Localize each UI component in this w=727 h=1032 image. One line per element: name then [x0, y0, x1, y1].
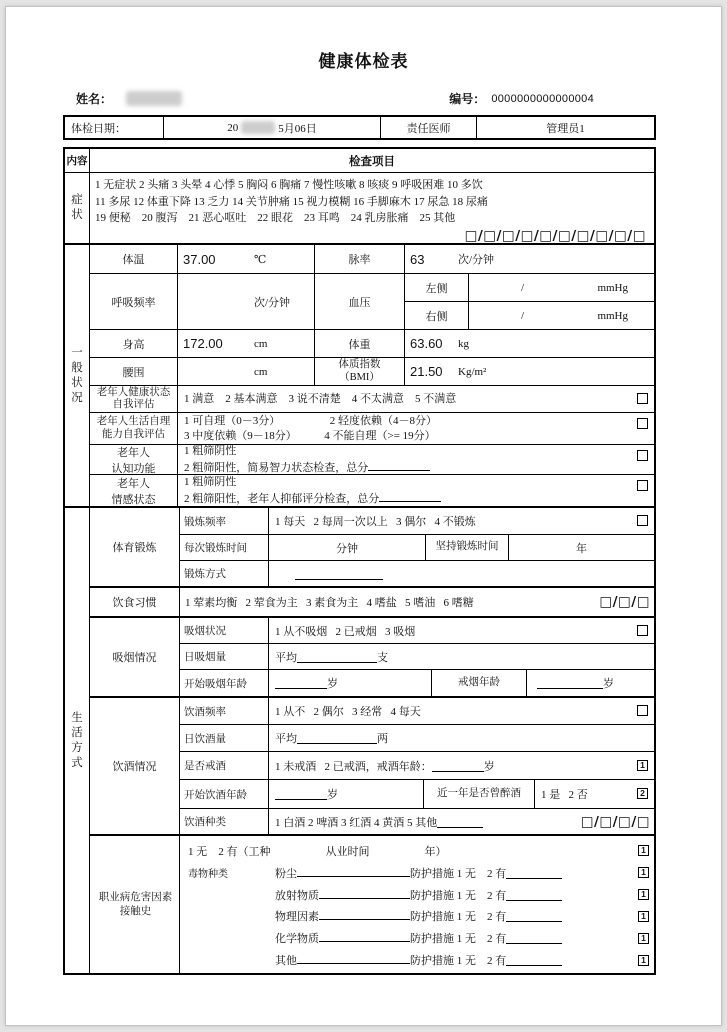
exercise-mode-label: 锻炼方式 [184, 569, 226, 580]
row-exercise-freq [180, 508, 654, 534]
temp-label: 体温 [122, 254, 145, 266]
table-header-row [65, 149, 654, 172]
exercise-duration-label: 每次锻炼时间 [184, 543, 247, 554]
row-alcohol-types [180, 808, 654, 834]
hazard-row-dust [180, 862, 654, 884]
row-temp-pulse [90, 245, 654, 273]
section-general [65, 243, 654, 506]
elderly-cognition-label2: 认知功能 [111, 462, 156, 475]
hazard-name-blank [297, 952, 410, 964]
weight-value: 63.60 [410, 336, 443, 351]
elderly-health-checkbox [637, 393, 648, 404]
column-header-items: 检查项目 [349, 155, 395, 168]
occupational-label-line1: 职业病危害因素 [98, 891, 173, 903]
waist-label: 腰围 [122, 366, 145, 379]
hazard-name: 化学物质 [275, 933, 319, 946]
diet-checkbox-group: □/□/□ [599, 594, 650, 610]
height-unit: cm [254, 337, 268, 350]
smoking-label: 吸烟情况 [112, 652, 157, 664]
bp-left-label: 左侧 [425, 282, 448, 295]
bp-right-row [405, 301, 654, 329]
hazard-name: 放射物质 [275, 889, 319, 902]
bp-label: 血压 [314, 274, 404, 329]
bmi-value: 21.50 [410, 364, 443, 379]
elderly-emotion-checkbox [637, 480, 648, 491]
exercise-duration-unit: 分钟 [268, 535, 425, 560]
alcohol-quit-options: 1 未戒酒 2 已戒酒，戒酒年龄： [275, 760, 432, 773]
hazard-name-blank [319, 908, 410, 920]
occupational-head-text: 1 无 2 有（工种 从业时间 年） [188, 845, 447, 858]
row-resp-bp [90, 273, 654, 329]
elderly-health-label1: 老年人健康状态 [96, 386, 171, 398]
smoking-amount-suffix: 支 [377, 651, 388, 664]
hazard-name: 物理因素 [275, 911, 319, 924]
alcohol-start-age-label: 开始饮酒年龄 [184, 789, 247, 801]
row-elderly-emotion [90, 474, 654, 506]
exercise-persist-label: 坚持锻炼时间 [425, 535, 508, 560]
pulse-unit: 次/分钟 [458, 254, 495, 266]
general-section-label: 一般状况 [71, 346, 83, 404]
exercise-persist-unit: 年 [508, 535, 654, 560]
hazard-name-blank [319, 887, 410, 899]
exam-table [63, 147, 656, 975]
number-group [449, 90, 594, 107]
bp-right-value: / [521, 309, 525, 322]
elderly-cognition-line2: 2 粗筛阳性，简易智力状态检查，总分 [184, 461, 369, 474]
smoking-start-age-blank [275, 677, 327, 689]
document-page [5, 6, 722, 1026]
hazard-protection-blank [506, 910, 562, 922]
doctor-label: 责任医师 [380, 117, 476, 138]
alcohol-freq-checkbox [637, 705, 648, 716]
alcohol-types-other-blank [437, 816, 483, 828]
hazard-name-blank [319, 930, 410, 942]
bmi-label-line1: 体质指数 [338, 359, 381, 370]
elderly-selfcare-label2: 能力自我评估 [102, 428, 165, 440]
exam-date-label: 体检日期： [71, 122, 126, 135]
smoking-quit-age-blank [537, 677, 603, 689]
group-occupational [90, 834, 654, 973]
hazard-row-chemical [180, 927, 654, 949]
elderly-cognition-label1: 老年人 [117, 446, 150, 459]
hazard-protection-blank [506, 954, 562, 966]
row-alcohol-quit [180, 751, 654, 779]
row-exercise-duration [180, 534, 654, 560]
alcohol-quit-checkbox: 1 [637, 760, 648, 771]
group-smoking [90, 616, 654, 696]
symptoms-section-label: 症状 [71, 194, 83, 221]
hazard-checkbox: 1 [638, 867, 649, 878]
smoking-start-age-label: 开始吸烟年龄 [184, 678, 247, 690]
smoking-status-options: 1 从不吸烟 2 已戒烟 3 吸烟 [275, 625, 416, 638]
hazard-row-radiation [180, 884, 654, 906]
bp-right-unit: mmHg [597, 309, 628, 322]
doctor-value: 管理员1 [476, 117, 654, 138]
page-title: 健康体检表 [318, 52, 409, 71]
alcohol-types-options: 1 白酒 2 啤酒 3 红酒 4 黄酒 5 其他 [275, 816, 438, 829]
bmi-unit: Kg/m² [458, 365, 487, 378]
row-smoking-age [180, 669, 654, 696]
row-alcohol-amount [180, 724, 654, 751]
bp-left-value: / [521, 281, 525, 294]
group-alcohol [90, 696, 654, 834]
row-elderly-cognition [90, 444, 654, 474]
hazard-name-blank [297, 865, 410, 877]
elderly-emotion-label2: 情感状态 [111, 493, 156, 506]
smoking-status-checkbox [637, 625, 648, 636]
number-value: 0000000000000004 [491, 92, 594, 105]
row-diet [90, 586, 654, 616]
alcohol-start-age-unit: 岁 [327, 789, 338, 801]
height-value: 172.00 [183, 336, 223, 351]
hazard-protection-label: 防护措施 1 无 2 有 [410, 933, 507, 946]
weight-label: 体重 [314, 330, 404, 357]
alcohol-amount-label: 日饮酒量 [184, 733, 226, 745]
hazard-row-other [180, 949, 654, 971]
hazard-protection-label: 防护措施 1 无 2 有 [410, 911, 507, 924]
alcohol-types-label: 饮酒种类 [184, 817, 226, 828]
symptoms-cell [90, 173, 654, 243]
smoking-quit-age-unit: 岁 [603, 678, 614, 690]
exercise-freq-options: 1 每天 2 每周一次以上 3 偶尔 4 不锻炼 [275, 516, 476, 528]
row-exercise-mode [180, 560, 654, 586]
elderly-cognition-line1: 1 粗筛阴性 [184, 444, 237, 457]
occupational-head-checkbox: 1 [638, 845, 649, 856]
smoking-quit-age-label: 戒烟年龄 [431, 670, 526, 696]
number-label: 编号： [449, 92, 486, 106]
symptoms-line1: 1 无症状 2 头痛 3 头晕 4 心悸 5 胸闷 6 胸痛 7 慢性咳嗽 8 咳痰 9 呼吸困难 10 多饮 [95, 179, 483, 191]
alcohol-quit-age-unit: 岁 [483, 760, 495, 773]
alcohol-amount-blank [297, 732, 377, 744]
alcohol-amount-suffix: 两 [377, 733, 388, 745]
symptoms-line3: 19 便秘 20 腹泻 21 恶心呕吐 22 眼花 23 耳鸣 24 乳房胀痛 25 其他 [95, 212, 456, 224]
alcohol-drunk-options: 1 是 2 否 [541, 789, 588, 801]
elderly-selfcare-line2: 3 中度依赖（9－18分） 4 不能自理（>= 19分） [184, 429, 436, 442]
elderly-health-label2: 自我评估 [112, 399, 155, 410]
symptoms-line2: 11 多尿 12 体重下降 13 乏力 14 关节肿痛 15 视力模糊 16 手脚麻木 17 尿急 18 尿痛 [95, 195, 488, 208]
toxin-type-label: 毒物种类 [188, 869, 228, 881]
name-number-bar [63, 89, 656, 108]
diet-label: 饮食习惯 [112, 597, 157, 609]
height-label: 身高 [122, 338, 145, 351]
exam-date-value [163, 117, 380, 138]
alcohol-freq-options: 1 从不 2 偶尔 3 经常 4 每天 [275, 706, 421, 718]
alcohol-types-checkbox-group: □/□/□/□ [580, 813, 650, 830]
row-alcohol-start-age [180, 779, 654, 808]
row-smoking-status [180, 618, 654, 643]
row-elderly-selfcare [90, 412, 654, 444]
name-label: 姓名： [76, 92, 113, 106]
cognition-score-blank [368, 459, 430, 471]
alcohol-quit-age-blank [432, 760, 484, 772]
alcohol-label: 饮酒情况 [112, 761, 157, 773]
hazard-checkbox: 1 [638, 933, 649, 944]
lifestyle-section-label: 生活方式 [71, 711, 83, 769]
exercise-freq-label: 锻炼频率 [184, 516, 226, 528]
elderly-cognition-checkbox [637, 450, 648, 461]
diet-options: 1 荤素均衡 2 荤食为主 3 素食为主 4 嗜盐 5 嗜油 6 嗜糖 [185, 597, 474, 609]
alcohol-drunk-label: 近一年是否曾醉酒 [423, 780, 534, 808]
alcohol-start-age-blank [275, 788, 327, 800]
section-lifestyle [65, 506, 654, 973]
alcohol-freq-label: 饮酒频率 [184, 706, 226, 718]
exam-date-suffix: 5月06日 [278, 122, 317, 135]
symptoms-checkbox-group: □/□/□/□/□/□/□/□/□/□ [464, 227, 646, 244]
exercise-mode-blank [295, 568, 383, 580]
smoking-status-label: 吸烟状况 [184, 626, 226, 637]
occupational-head-row [180, 840, 654, 862]
weight-unit: kg [458, 337, 469, 350]
hazard-protection-label: 防护措施 1 无 2 有 [410, 889, 507, 902]
hazard-checkbox: 1 [638, 889, 649, 900]
elderly-selfcare-checkbox [637, 418, 648, 429]
exercise-freq-checkbox [637, 515, 648, 526]
row-smoking-amount [180, 643, 654, 669]
hazard-protection-label: 防护措施 1 无 2 有 [410, 955, 507, 968]
row-alcohol-freq [180, 698, 654, 724]
resp-unit: 次/分钟 [254, 296, 291, 309]
elderly-emotion-line1: 1 粗筛阴性 [184, 475, 237, 488]
pulse-value: 63 [410, 251, 425, 267]
group-exercise [90, 508, 654, 586]
elderly-emotion-line2: 2 粗筛阳性，老年人抑郁评分检查，总分 [184, 492, 380, 505]
temp-unit: ℃ [254, 253, 267, 266]
elderly-emotion-label1: 老年人 [117, 477, 150, 490]
alcohol-drunk-checkbox: 2 [637, 788, 648, 799]
hazard-row-physical [180, 905, 654, 927]
hazard-protection-blank [506, 932, 562, 944]
bp-right-label: 右侧 [425, 310, 448, 323]
exam-date-prefix: 20 [227, 121, 239, 134]
column-header-content: 内容 [65, 149, 90, 172]
row-height-weight [90, 329, 654, 357]
exam-info-bar [63, 115, 656, 140]
bmi-label-line2: （BMI） [339, 371, 380, 383]
temp-value: 37.00 [183, 251, 216, 267]
smoking-amount-blank [297, 651, 377, 663]
alcohol-quit-label: 是否戒酒 [184, 761, 226, 772]
resp-label: 呼吸频率 [111, 296, 156, 309]
occupational-label-line2: 接触史 [119, 905, 152, 917]
hazard-protection-label: 防护措施 1 无 2 有 [410, 867, 507, 880]
exercise-label: 体育锻炼 [112, 542, 157, 554]
elderly-selfcare-label1: 老年人生活自理 [96, 416, 171, 427]
elderly-health-options: 1 满意 2 基本满意 3 说不清楚 4 不太满意 5 不满意 [184, 392, 457, 405]
hazard-name: 粉尘 [275, 867, 297, 880]
smoking-start-age-unit: 岁 [327, 678, 338, 690]
row-waist-bmi [90, 357, 654, 385]
smoking-amount-prefix: 平均 [275, 651, 297, 664]
hazard-checkbox: 1 [638, 911, 649, 922]
section-symptoms [65, 172, 654, 243]
hazard-protection-blank [506, 867, 562, 879]
pulse-label: 脉率 [314, 245, 404, 273]
hazard-name: 其他 [275, 955, 297, 968]
bp-left-row [405, 274, 654, 301]
smoking-amount-label: 日吸烟量 [184, 652, 226, 663]
waist-unit: cm [254, 365, 268, 378]
row-elderly-health [90, 385, 654, 412]
exam-date-redacted [241, 121, 275, 134]
hazard-checkbox: 1 [638, 955, 649, 966]
hazard-protection-blank [506, 889, 562, 901]
elderly-selfcare-line1: 1 可自理（0－3分） 2 轻度依赖（4－8分） [184, 414, 437, 427]
name-redacted-value [126, 91, 182, 106]
bp-left-unit: mmHg [597, 281, 628, 294]
alcohol-amount-prefix: 平均 [275, 733, 297, 745]
emotion-score-blank [379, 490, 441, 502]
